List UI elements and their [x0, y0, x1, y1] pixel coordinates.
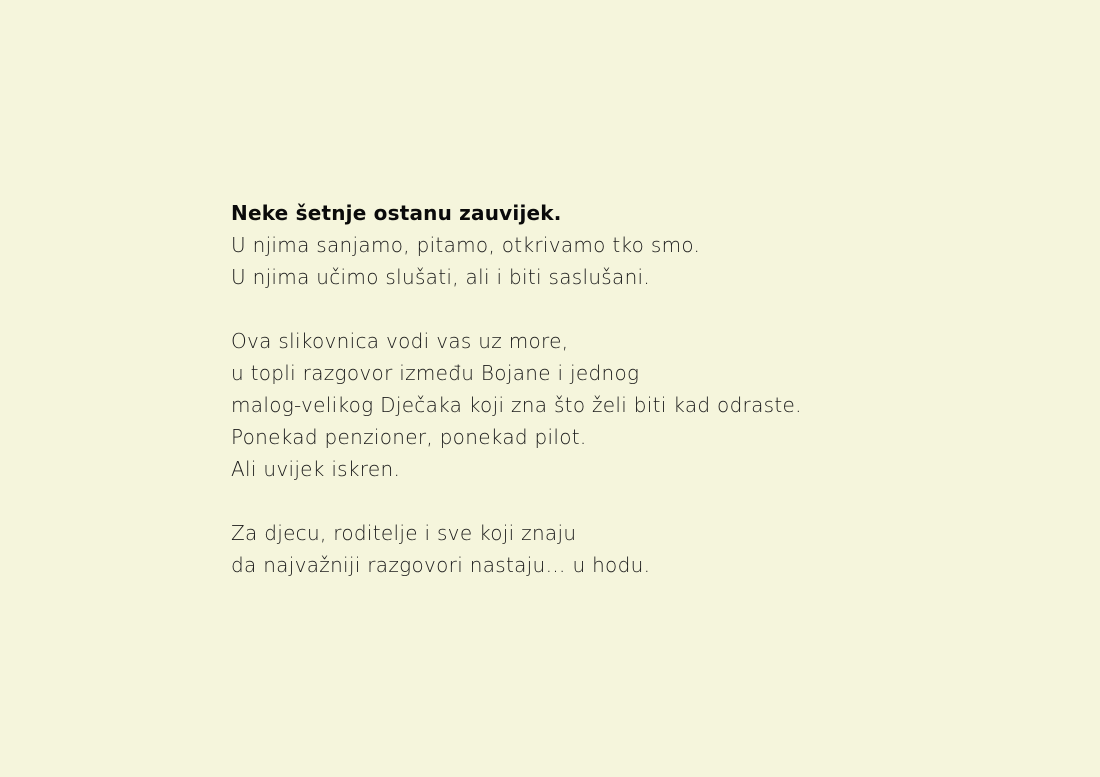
stanza-spacer	[231, 485, 991, 517]
stanza-spacer	[231, 293, 991, 325]
book-blurb	[231, 197, 991, 581]
blurb-line: Ponekad penzioner, ponekad pilot.	[231, 425, 587, 449]
blurb-line: Ova slikovnica vodi vas uz more,	[231, 329, 569, 353]
blurb-line: U njima sanjamo, pitamo, otkrivamo tko smo.	[231, 233, 701, 257]
blurb-line: Ali uvijek iskren.	[231, 457, 401, 481]
blurb-heading: Neke šetnje ostanu zauvijek.	[231, 201, 562, 225]
blurb-line: u topli razgovor između Bojane i jednog	[231, 361, 640, 385]
blurb-line: Za djecu, roditelje i sve koji znaju	[231, 521, 577, 545]
blurb-line: malog-velikog Dječaka koji zna što želi biti kad odraste.	[231, 393, 802, 417]
blurb-line: U njima učimo slušati, ali i biti saslušani.	[231, 265, 651, 289]
blurb-line: da najvažniji razgovori nastaju… u hodu.	[231, 553, 651, 577]
